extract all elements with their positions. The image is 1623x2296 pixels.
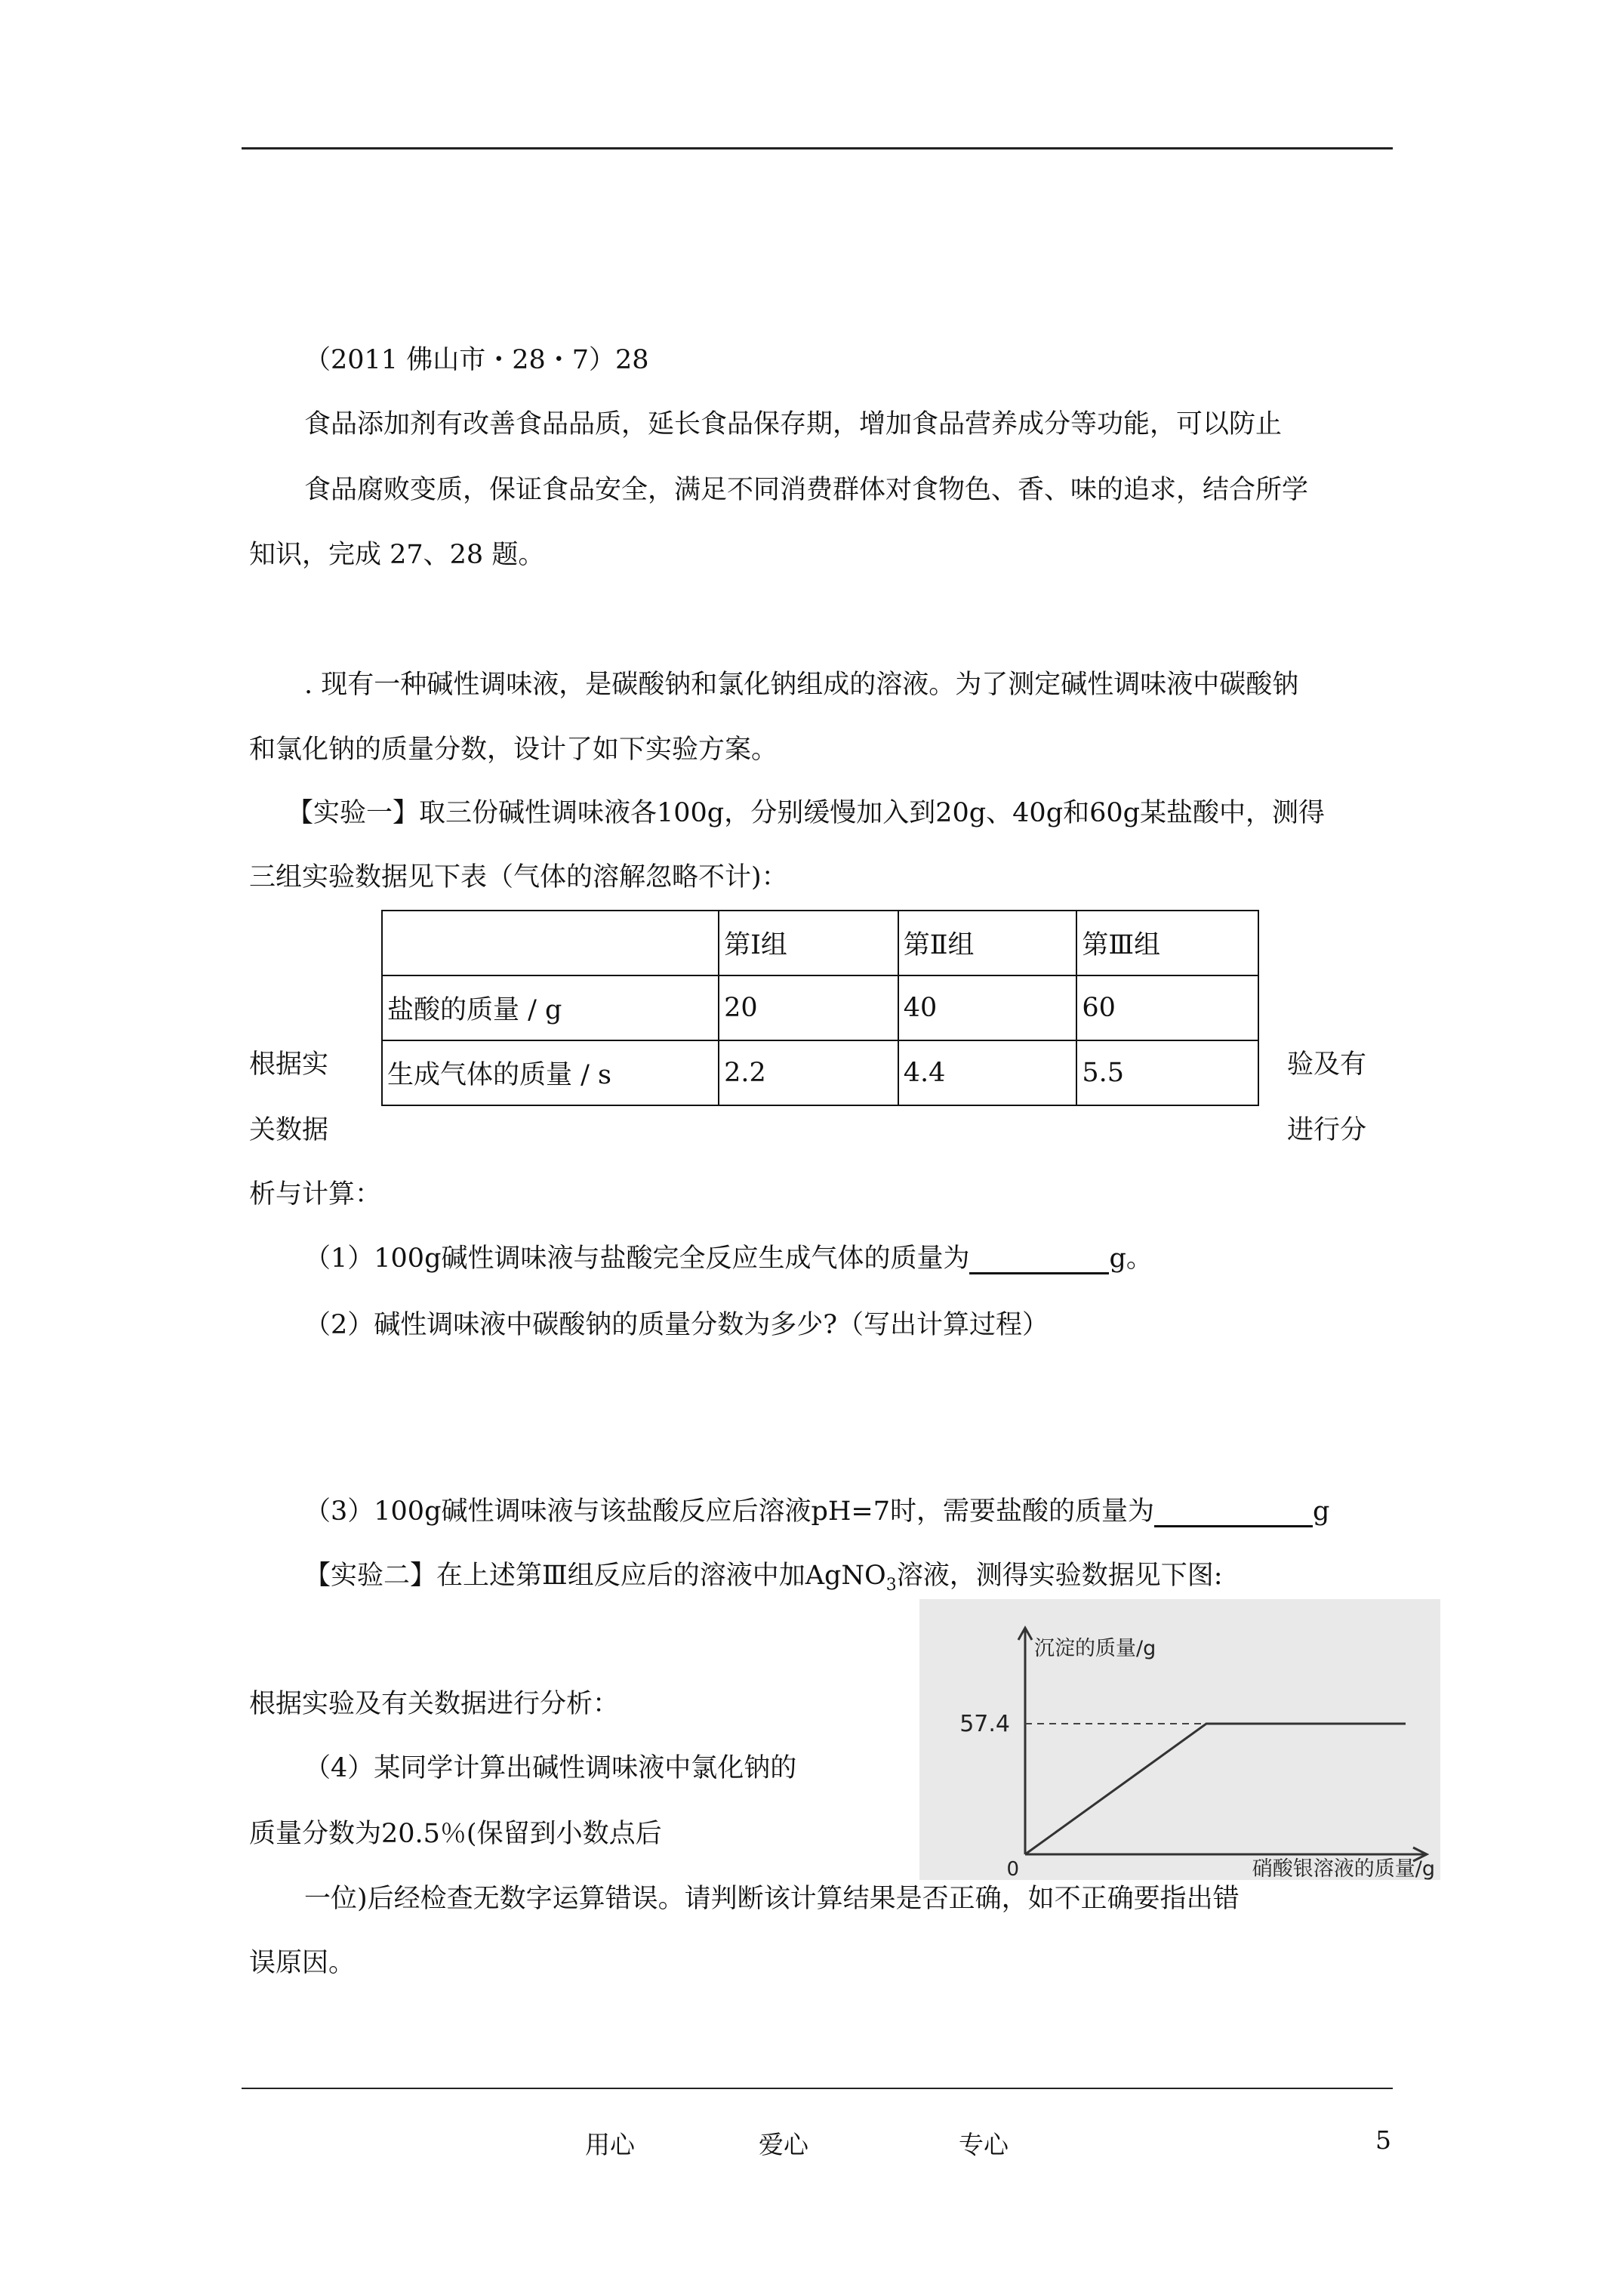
table-cell: 4.4 [898,1040,1077,1105]
exp2-text: 【实验二】在上述第Ⅲ组反应后的溶液中加AgNO [304,1561,886,1591]
side-left-3: 析与计算： [249,1179,382,1210]
problem-line-2: 和氯化钠的质量分数，设计了如下实验方案。 [249,735,778,765]
table-row-label: 盐酸的质量 / g [382,975,719,1040]
exp2-text-end: 溶液，测得实验数据见下图: [896,1561,1223,1591]
data-series-line [1025,1724,1406,1854]
x-axis-label: 硝酸银溶液的质量/g [1252,1857,1435,1880]
origin-label: 0 [1006,1858,1019,1880]
question-1-unit: g。 [1109,1244,1153,1274]
footer-left: 用心 [585,2130,635,2159]
table-cell: 40 [898,975,1077,1040]
table-row-label: 生成气体的质量 / s [382,1040,719,1105]
q4-line-3: 一位)后经检查无数字运算错误。请判断该计算结果是否正确，如不正确要指出错 [304,1884,1240,1914]
side-left-2: 关数据 [249,1115,329,1145]
table-row [382,1040,1258,1105]
table-row [382,975,1258,1040]
table-cell: 2.2 [719,1040,898,1105]
header-rule [242,147,1393,149]
table-header-cell: 第Ⅰ组 [719,911,898,975]
intro-line-1: 食品添加剂有改善食品品质，延长食品保存期，增加食品营养成分等功能，可以防止 [304,409,1283,439]
exp1-line-2: 三组实验数据见下表（气体的溶解忽略不计)： [249,862,788,892]
question-1-text: （1）100g碱性调味液与盐酸完全反应生成气体的质量为 [304,1244,970,1274]
answer-blank-1[interactable] [969,1246,1109,1274]
table-cell: 20 [719,975,898,1040]
y-axis-label: 沉淀的质量/g [1034,1637,1156,1660]
question-1 [304,1246,1153,1274]
y-marker-label: 57.4 [959,1711,1010,1737]
q4-line-2: 质量分数为20.5％(保留到小数点后 [249,1819,662,1849]
page-number: 5 [1375,2125,1391,2155]
data-table [381,910,1259,1106]
exp2-line [304,1563,1223,1594]
table-header-cell: 第Ⅱ组 [898,911,1077,975]
intro-line-2: 食品腐败变质，保证食品安全，满足不同消费群体对食物色、香、味的追求，结合所学 [304,475,1309,505]
table-header-cell: 第Ⅲ组 [1076,911,1258,975]
footer-right: 专心 [959,2130,1009,2159]
table-cell: 60 [1076,975,1258,1040]
table-row [382,911,1258,975]
chart-svg [919,1599,1440,1880]
source-line: （2011 佛山市・28・7）28 [304,345,649,375]
exp1-line-1: 【实验一】取三份碱性调味液各100g，分别缓慢加入到20g、40g和60g某盐酸中，测得 [287,798,1326,828]
side-left-1: 根据实 [249,1049,329,1080]
exp2-subscript: 3 [885,1576,897,1595]
question-3 [304,1496,1330,1527]
side-right-1: 验及有 [1287,1049,1367,1080]
intro-line-3: 知识，完成 27、28 题。 [249,540,545,570]
table-cell: 5.5 [1076,1040,1258,1105]
question-3-text: （3）100g碱性调味液与该盐酸反应后溶液pH=7时，需要盐酸的质量为 [304,1496,1155,1527]
table-header-cell [382,911,719,975]
answer-blank-3[interactable] [1154,1499,1313,1527]
question-3-unit: g [1313,1496,1330,1527]
footer-middle: 爱心 [759,2130,808,2159]
question-2: （2）碱性调味液中碳酸钠的质量分数为多少?（写出计算过程） [304,1310,1049,1340]
problem-line-1: . 现有一种碱性调味液，是碳酸钠和氯化钠组成的溶液。为了测定碱性调味液中碳酸钠 [304,670,1299,700]
analysis-line: 根据实验及有关数据进行分析： [249,1689,620,1719]
footer-rule [242,2088,1393,2089]
precipitate-chart [919,1599,1440,1880]
side-right-2: 进行分 [1287,1115,1367,1145]
q4-line-4: 误原因。 [249,1948,356,1978]
q4-line-1: （4）某同学计算出碱性调味液中氯化钠的 [304,1753,797,1783]
